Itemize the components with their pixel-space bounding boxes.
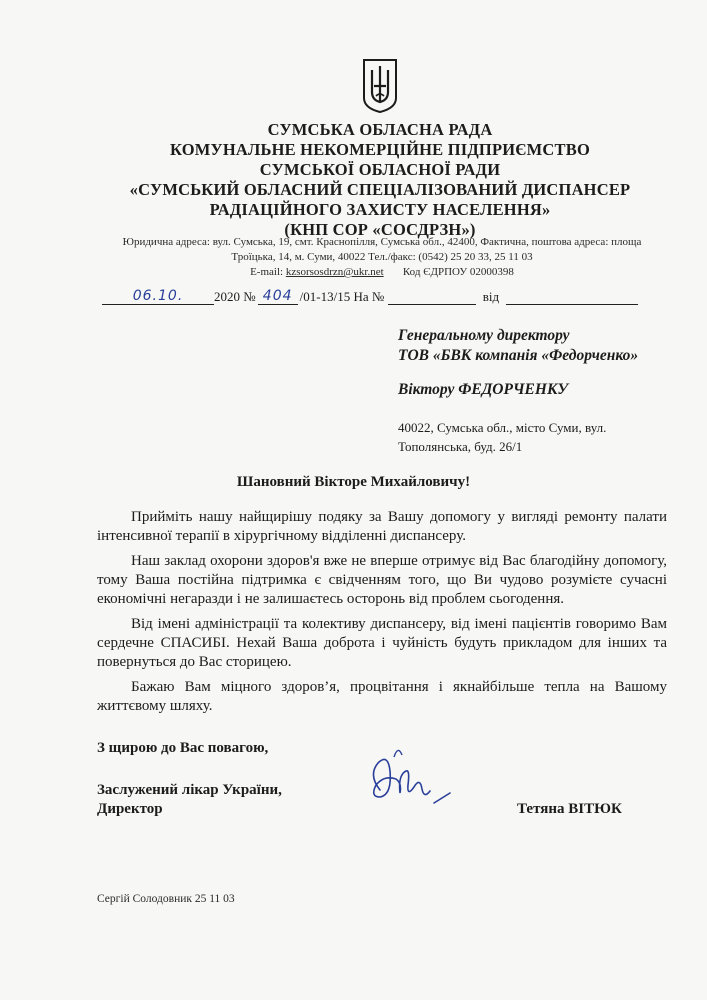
from-label: від <box>482 289 500 304</box>
ref-number-blank <box>388 290 476 305</box>
addressee-name: Віктору ФЕДОРЧЕНКУ <box>398 381 569 398</box>
contact-line <box>92 265 672 280</box>
org-line: СУМСЬКОЇ ОБЛАСНОЇ РАДИ <box>259 160 501 179</box>
org-line: КОМУНАЛЬНЕ НЕКОМЕРЦІЙНЕ ПІДПРИЄМСТВО <box>169 140 590 159</box>
org-line: РАДІАЦІЙНОГО ЗАХИСТУ НАСЕЛЕННЯ» <box>209 200 551 219</box>
year-text: 2020 № <box>214 289 256 304</box>
signer-position: Директор <box>97 801 163 817</box>
registration-line <box>102 289 672 311</box>
edrpou-code: Код ЄДРПОУ 02000398 <box>402 266 514 278</box>
closing-regards: З щирою до Вас повагою, <box>97 740 269 756</box>
email-link[interactable]: kzsorsosdrzn@ukr.net <box>285 266 384 278</box>
org-address <box>92 235 672 280</box>
body-paragraph: Наш заклад охорони здоров'я вже не вперше отримує від Вас благодійну допомогу, тому Ваша постійна підтримка є свідченням того, що Ви чудово розумієте сучасні економічні негаразди і не залишаєтесь осторонь від проблем сьогодення. <box>97 553 667 607</box>
letter-body <box>97 508 667 722</box>
address-line: Юридична адреса: вул. Сумська, 19, смт. Краснопілля, Сумська обл., 42400, Фактична, поштова адреса: площа <box>122 236 642 248</box>
handwritten-signature <box>350 735 460 825</box>
body-paragraph: Прийміть нашу найщирішу подяку за Вашу допомогу у вигляді ремонту палати інтенсивної терапії в хірургічному відділенні диспансеру. <box>97 509 667 544</box>
ref-date-blank <box>506 290 638 305</box>
email-label: E-mail: <box>250 266 286 278</box>
org-line: СУМСЬКА ОБЛАСНА РАДА <box>267 120 493 139</box>
trident-emblem-icon <box>361 56 399 114</box>
body-paragraph: Бажаю Вам міцного здоров’я, процвітання і якнайбільше тепла на Вашому життєвому шляху. <box>97 679 667 714</box>
body-paragraph: Від імені адміністрації та колективу диспансеру, від імені пацієнтів говоримо Вам сердечне СПАСИБІ. Нехай Ваша доброта і чуйність будуть прикладом для інших та повернуться до Вас сторицею. <box>97 616 667 670</box>
org-line: (КНП СОР «СОСДРЗН») <box>284 220 476 239</box>
number-suffix: /01-13/15 На № <box>299 289 385 304</box>
date-blank <box>102 290 214 305</box>
postal-line: 40022, Сумська обл., місто Суми, вул. <box>398 420 607 435</box>
executor-note: Сергій Солодовник 25 11 03 <box>97 893 235 905</box>
salutation: Шановний Вікторе Михайловичу! <box>236 474 471 490</box>
signer-name: Тетяна ВІТЮК <box>517 801 622 817</box>
addressee-block <box>398 326 698 366</box>
handwritten-date: 06.10. <box>132 288 184 304</box>
postal-line: Тополянська, буд. 26/1 <box>398 439 523 454</box>
address-line: Троїцька, 14, м. Суми, 40022 Тел./факс: (0542) 25 20 33, 25 11 03 <box>231 251 533 263</box>
org-header <box>90 120 670 240</box>
addressee-postal <box>398 418 688 456</box>
number-blank <box>258 290 298 305</box>
handwritten-number: 404 <box>262 288 293 304</box>
addressee-position: Генеральному директору <box>398 327 570 344</box>
org-line: «СУМСЬКИЙ ОБЛАСНИЙ СПЕЦІАЛІЗОВАНИЙ ДИСПАНСЕР <box>129 180 631 199</box>
addressee-company: ТОВ «БВК компанія «Федорченко» <box>398 347 639 364</box>
signer-title: Заслужений лікар України, <box>97 782 282 798</box>
